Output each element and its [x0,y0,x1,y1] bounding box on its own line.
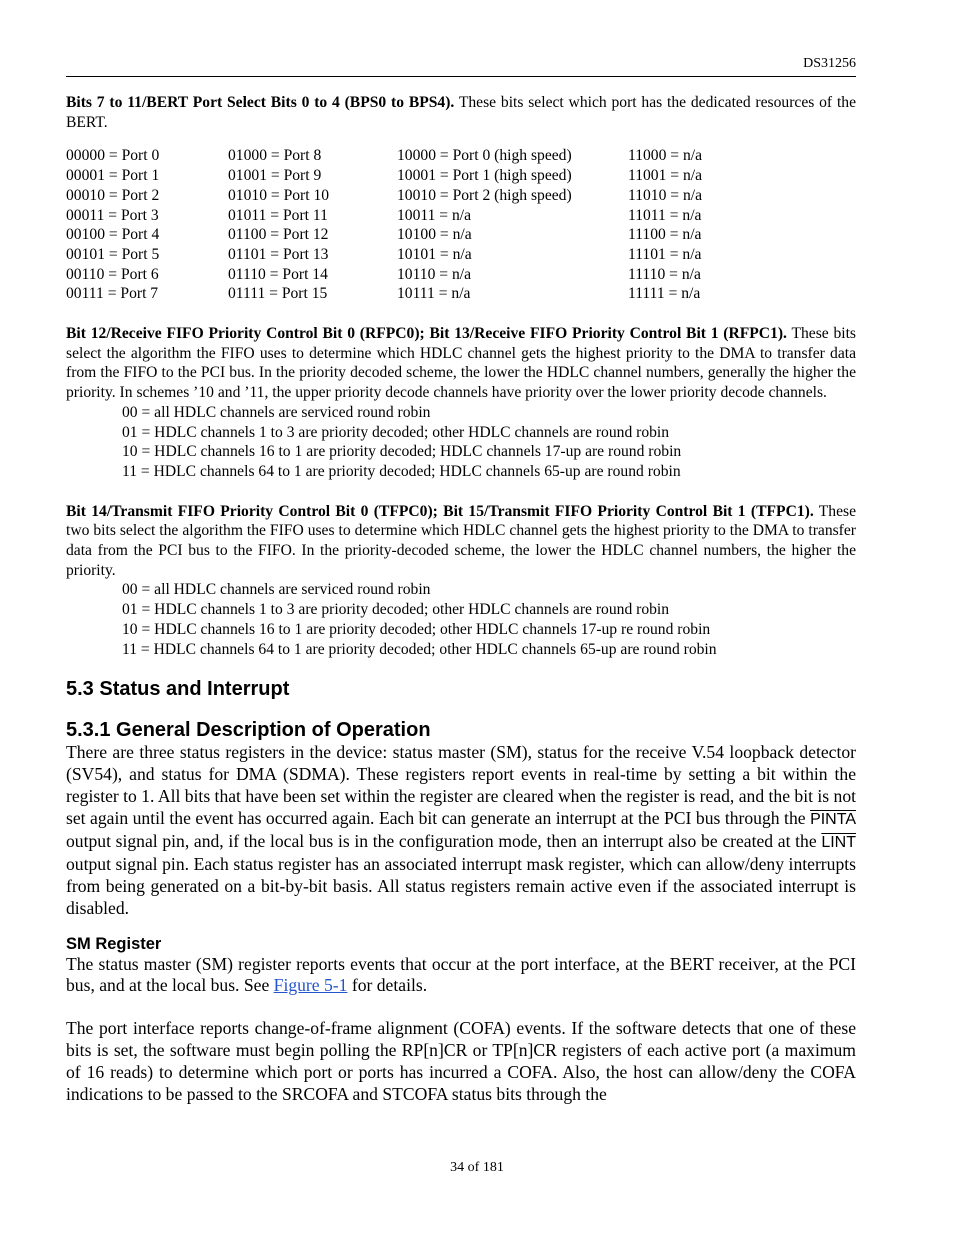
table-cell: 00110 = Port 6 [66,265,159,283]
table-cell: 00101 = Port 5 [66,245,160,263]
general-description-paragraph: There are three status registers in the device: status master (SM), status for the receive V.54 loopback detector (SV54), and status for DMA (SDMA). These registers report events in real-time by setting a bit within the register to 1. All bits that have been set within the register are cleared when the register is read, and the bit is not set again until the event has occurred again. Each bit can generate an interrupt at the PCI bus through the PINTA output signal pin, and, if the local bus is in the configuration mode, then an interrupt also be created at the LINT output signal pin. Each status register has an associated interrupt mask register, which can allow/deny interrupts from being generated on a bit-by-bit basis. All status registers remain active even if the associated interrupt is disabled. [66,742,857,918]
list-item: 00 = all HDLC channels are serviced round robin [122,581,431,599]
tfpc-heading: Bit 14/Transmit FIFO Priority Control Bit 0 (TFPC0); Bit 15/Transmit FIFO Priority Control Bit 1 (TFPC1). [66,502,814,520]
list-item: 10 = HDLC channels 16 to 1 are priority decoded; HDLC channels 17-up are round robin [122,443,682,461]
bert-heading: Bits 7 to 11/BERT Port Select Bits 0 to 4 (BPS0 to BPS4). [66,94,455,111]
document-id: DS31256 [803,56,856,71]
sm-paragraph-1: The status master (SM) register reports events that occur at the port interface, at the BERT receiver, at the PCI bus, and at the local bus. See Figure 5-1 for details. [66,953,856,996]
page-footer [0,1160,954,1176]
table-row [66,284,788,304]
table-cell: 01010 = Port 10 [228,186,330,204]
table-cell: 00100 = Port 4 [66,226,160,244]
table-cell: 01000 = Port 8 [228,147,322,165]
page-content [66,93,856,1106]
list-item: 00 = all HDLC channels are serviced round robin [122,403,431,421]
list-item: 01 = HDLC channels 1 to 3 are priority decoded; other HDLC channels are round robin [122,601,670,619]
figure-5-1-link[interactable]: Figure 5-1 [273,975,348,996]
page-header [66,56,856,77]
pinta-signal: PINTA [810,811,856,828]
table-cell: 10011 = n/a [397,206,472,224]
sm-register-heading: SM Register [66,934,162,953]
table-cell: 11101 = n/a [628,245,702,263]
table-cell: 11111 = n/a [628,285,701,303]
table-cell: 00111 = Port 7 [66,285,159,303]
table-cell: 10001 = Port 1 (high speed) [397,167,572,185]
table-cell: 10111 = n/a [397,285,471,303]
table-cell: 00001 = Port 1 [66,167,160,185]
page-number: 34 of 181 [450,1160,504,1175]
table-cell: 11010 = n/a [628,186,703,204]
table-cell: 11110 = n/a [628,265,701,283]
list-item: 01 = HDLC channels 1 to 3 are priority decoded; other HDLC channels are round robin [122,423,670,441]
table-cell: 10000 = Port 0 (high speed) [397,147,572,165]
rfpc-description [66,324,856,403]
table-cell: 11001 = n/a [628,167,703,185]
table-cell: 00011 = Port 3 [66,206,159,224]
table-row [66,206,788,226]
table-cell: 10010 = Port 2 (high speed) [397,186,572,204]
table-cell: 01001 = Port 9 [228,167,322,185]
table-cell: 11100 = n/a [628,226,702,244]
table-cell: 10100 = n/a [397,226,472,244]
table-cell: 01111 = Port 15 [228,285,328,303]
rfpc-block [66,324,856,482]
table-row [66,265,788,285]
bert-description [66,93,856,132]
table-cell: 01011 = Port 11 [228,206,328,224]
tfpc-description [66,502,856,581]
bert-text: These bits select which port has the dedicated resources of the BERT. [66,94,856,131]
list-item: 10 = HDLC channels 16 to 1 are priority decoded; other HDLC channels 17-up re round robin [122,620,711,638]
table-row [66,186,788,206]
section-heading: 5.3 Status and Interrupt [66,678,290,701]
table-cell: 10101 = n/a [397,245,472,263]
table-row [66,245,788,265]
table-cell: 01100 = Port 12 [228,226,329,244]
rfpc-text: These bits select the algorithm the FIFO uses to determine which HDLC channel gets the highest priority to the DMA to transfer data from the FIFO to the PCI bus. In the priority decoded scheme, the lower the HDLC channel numbers, generally the higher the priority. In schemes ’10 and ’11, the upper priority decode channels have priority over the lower priority decode channels. [66,325,857,402]
tfpc-block [66,502,856,660]
sm-paragraph-2: The port interface reports change-of-frame alignment (COFA) events. If the software detects that one of these bits is set, the software must begin polling the RP[n]CR or TP[n]CR registers of each active port (a maximum of 16 reads) to determine which port or ports has incurred a COFA. Also, the host can allow/deny the COFA indications to be passed to the SRCOFA and STCOFA status bits through the [66,1018,856,1105]
table-row [66,146,788,166]
tfpc-text: These two bits select the algorithm the FIFO uses to determine which HDLC channel gets the highest priority to the DMA to transfer data from the PCI bus to the FIFO. In the priority-decoded scheme, the lower the HDLC channel numbers, the higher the priority. [66,502,856,579]
rfpc-list [122,403,856,482]
table-cell: 00000 = Port 0 [66,147,160,165]
lint-signal: LINT [821,833,856,851]
table-cell: 01110 = Port 14 [228,265,328,283]
table-cell: 11000 = n/a [628,147,703,165]
rfpc-heading: Bit 12/Receive FIFO Priority Control Bit 0 (RFPC0); Bit 13/Receive FIFO Priority Control Bit 1 (RFPC1). [66,325,787,343]
tfpc-list [122,580,856,659]
table-cell: 00010 = Port 2 [66,186,160,204]
list-item: 11 = HDLC channels 64 to 1 are priority decoded; HDLC channels 65-up are round robin [122,462,681,480]
table-cell: 01101 = Port 13 [228,245,329,263]
list-item: 11 = HDLC channels 64 to 1 are priority decoded; other HDLC channels 65-up are round robin [122,640,717,658]
table-cell: 11011 = n/a [628,206,702,224]
table-row [66,225,788,245]
port-select-table [66,146,788,304]
table-cell: 10110 = n/a [397,265,472,283]
table-row [66,166,788,186]
subsection-heading: 5.3.1 General Description of Operation [66,719,431,742]
